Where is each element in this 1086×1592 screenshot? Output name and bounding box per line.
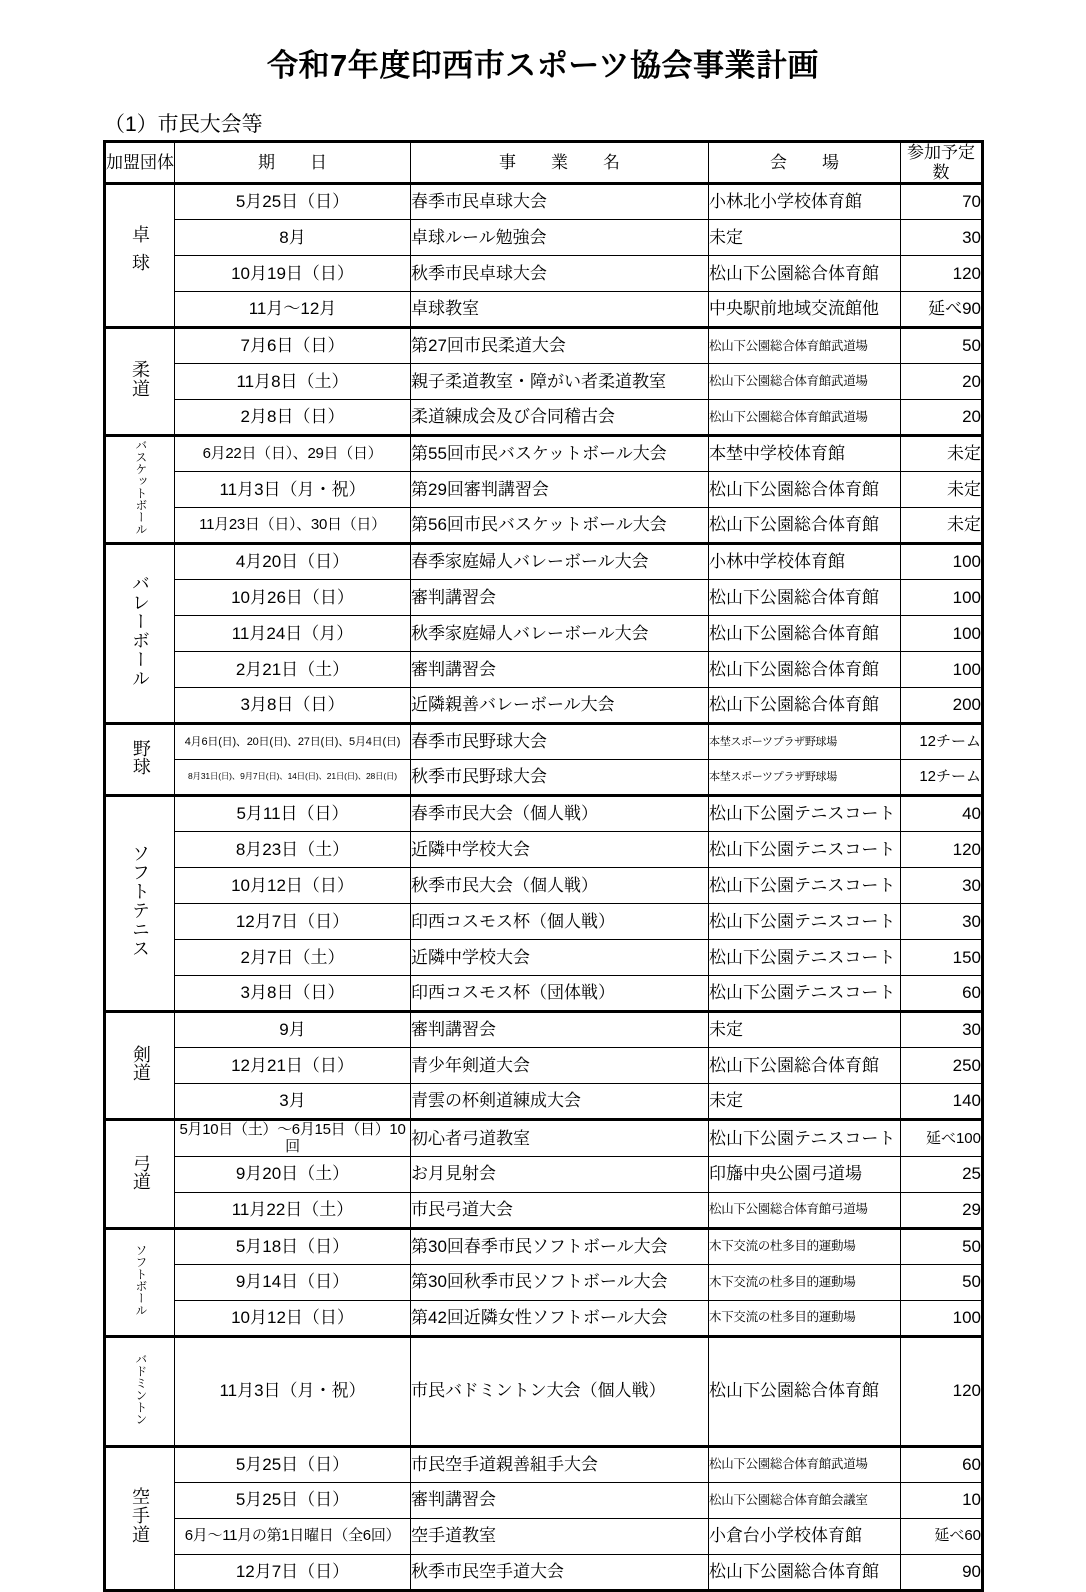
organization-cell	[105, 1120, 175, 1229]
event-name-cell: 秋季家庭婦人バレーボール大会	[411, 616, 709, 652]
event-name-cell: 第42回近隣女性ソフトボール大会	[411, 1300, 709, 1336]
date-cell: 11月3日（月・祝）	[175, 1336, 411, 1446]
table-row	[105, 292, 983, 328]
date-cell: 9月20日（土）	[175, 1156, 411, 1192]
table-row	[105, 1120, 983, 1157]
participants-cell: 200	[901, 688, 983, 724]
venue-cell: 小倉台小学校体育館	[709, 1518, 901, 1554]
event-name-cell: 審判講習会	[411, 1012, 709, 1048]
date-cell: 5月18日（日）	[175, 1228, 411, 1264]
participants-cell: 70	[901, 184, 983, 220]
table-row	[105, 1446, 983, 1482]
participants-cell: 40	[901, 796, 983, 832]
venue-cell: 松山下公園総合体育館武道場	[709, 400, 901, 436]
event-name-cell: 柔道練成会及び合同稽古会	[411, 400, 709, 436]
venue-cell: 未定	[709, 1084, 901, 1120]
date-cell: 4月20日（日）	[175, 544, 411, 580]
date-cell: 11月～12月	[175, 292, 411, 328]
event-name-cell: 春季家庭婦人バレーボール大会	[411, 544, 709, 580]
event-name-cell: 卓球ルール勉強会	[411, 220, 709, 256]
date-cell: 11月24日（月）	[175, 616, 411, 652]
table-row	[105, 688, 983, 724]
participants-cell: 100	[901, 616, 983, 652]
date-cell: 10月26日（日）	[175, 580, 411, 616]
header-row	[105, 142, 983, 184]
venue-cell: 松山下公園総合体育館	[709, 472, 901, 508]
participants-cell: 50	[901, 328, 983, 364]
table-row	[105, 1264, 983, 1300]
organization-cell	[105, 1336, 175, 1446]
event-name-cell: 春季市民卓球大会	[411, 184, 709, 220]
venue-cell: 本埜スポーツプラザ野球場	[709, 724, 901, 760]
table-row	[105, 1156, 983, 1192]
event-name-cell: 近隣中学校大会	[411, 832, 709, 868]
organization-label: バレーボール	[130, 574, 151, 689]
date-cell: 5月11日（日）	[175, 796, 411, 832]
event-name-cell: 近隣親善バレーボール大会	[411, 688, 709, 724]
venue-cell: 松山下公園総合体育館	[709, 688, 901, 724]
venue-cell: 松山下公園総合体育館武道場	[709, 328, 901, 364]
event-name-cell: 春季市民大会（個人戦）	[411, 796, 709, 832]
table-row	[105, 1336, 983, 1446]
venue-cell: 松山下公園総合体育館	[709, 1048, 901, 1084]
event-name-cell: 市民空手道親善組手大会	[411, 1446, 709, 1482]
organization-label: ソフトボール	[133, 1243, 148, 1316]
date-cell: 8月	[175, 220, 411, 256]
event-name-cell: 初心者弓道教室	[411, 1120, 709, 1157]
participants-cell: 未定	[901, 436, 983, 472]
date-cell: 5月10日（土）～6月15日（日）10回	[175, 1120, 411, 1157]
participants-cell: 120	[901, 832, 983, 868]
event-name-cell: 青少年剣道大会	[411, 1048, 709, 1084]
event-name-cell: 第27回市民柔道大会	[411, 328, 709, 364]
event-name-cell: 空手道教室	[411, 1518, 709, 1554]
participants-cell: 120	[901, 256, 983, 292]
date-cell: 3月	[175, 1084, 411, 1120]
event-name-cell: 第29回審判講習会	[411, 472, 709, 508]
table-row	[105, 184, 983, 220]
event-name-cell: 秋季市民野球大会	[411, 760, 709, 796]
table-row	[105, 904, 983, 940]
event-name-cell: 秋季市民大会（個人戦）	[411, 868, 709, 904]
column-header-venue: 会 場	[709, 142, 901, 184]
participants-cell: 20	[901, 400, 983, 436]
date-cell: 2月21日（土）	[175, 652, 411, 688]
event-name-cell: お月見射会	[411, 1156, 709, 1192]
table-row	[105, 832, 983, 868]
column-header-organization: 加盟団体	[105, 142, 175, 184]
participants-cell: 100	[901, 652, 983, 688]
column-header-date: 期 日	[175, 142, 411, 184]
venue-cell: 松山下公園総合体育館弓道場	[709, 1192, 901, 1228]
participants-cell: 60	[901, 976, 983, 1012]
date-cell: 11月22日（土）	[175, 1192, 411, 1228]
venue-cell: 本埜スポーツプラザ野球場	[709, 760, 901, 796]
table-row	[105, 1192, 983, 1228]
table-row	[105, 508, 983, 544]
venue-cell: 木下交流の杜多目的運動場	[709, 1264, 901, 1300]
event-name-cell: 第30回春季市民ソフトボール大会	[411, 1228, 709, 1264]
participants-cell: 25	[901, 1156, 983, 1192]
date-cell: 5月25日（日）	[175, 1446, 411, 1482]
participants-cell: 50	[901, 1228, 983, 1264]
table-header	[105, 142, 983, 184]
event-name-cell: 印西コスモス杯（個人戦）	[411, 904, 709, 940]
table-row	[105, 616, 983, 652]
participants-cell: 140	[901, 1084, 983, 1120]
venue-cell: 松山下公園総合体育館	[709, 652, 901, 688]
table-row	[105, 796, 983, 832]
date-cell: 5月25日（日）	[175, 184, 411, 220]
table-row	[105, 724, 983, 760]
participants-cell: 60	[901, 1446, 983, 1482]
participants-cell: 100	[901, 544, 983, 580]
participants-cell: 30	[901, 220, 983, 256]
participants-cell: 30	[901, 904, 983, 940]
organization-label: 弓道	[130, 1153, 151, 1190]
venue-cell: 松山下公園総合体育館	[709, 1336, 901, 1446]
venue-cell: 松山下公園テニスコート	[709, 832, 901, 868]
participants-cell: 50	[901, 1264, 983, 1300]
participants-cell: 100	[901, 1300, 983, 1336]
column-header-event: 事 業 名	[411, 142, 709, 184]
participants-cell: 30	[901, 868, 983, 904]
venue-cell: 松山下公園総合体育館会議室	[709, 1482, 901, 1518]
venue-cell: 松山下公園テニスコート	[709, 796, 901, 832]
date-cell: 11月23日（日）、30日（日）	[175, 508, 411, 544]
event-name-cell: 親子柔道教室・障がい者柔道教室	[411, 364, 709, 400]
date-cell: 2月7日（土）	[175, 940, 411, 976]
venue-cell: 木下交流の杜多目的運動場	[709, 1300, 901, 1336]
date-cell: 6月22日（日）、29日（日）	[175, 436, 411, 472]
section-title: （1）市民大会等	[104, 113, 263, 136]
organization-cell	[105, 436, 175, 544]
event-name-cell: 印西コスモス杯（団体戦）	[411, 976, 709, 1012]
event-name-cell: 秋季市民卓球大会	[411, 256, 709, 292]
table-row	[105, 1482, 983, 1518]
table-row	[105, 364, 983, 400]
date-cell: 9月	[175, 1012, 411, 1048]
date-cell: 12月21日（日）	[175, 1048, 411, 1084]
participants-cell: 12チーム	[901, 760, 983, 796]
table-row	[105, 1084, 983, 1120]
venue-cell: 未定	[709, 220, 901, 256]
date-cell: 3月8日（日）	[175, 976, 411, 1012]
event-name-cell: 審判講習会	[411, 652, 709, 688]
venue-cell: 松山下公園総合体育館武道場	[709, 364, 901, 400]
date-cell: 4月6日(日)、20日(日)、27日(日)、5月4日(日)	[175, 724, 411, 760]
participants-cell: 10	[901, 1482, 983, 1518]
organization-cell	[105, 724, 175, 796]
venue-cell: 本埜中学校体育館	[709, 436, 901, 472]
participants-cell: 延べ60	[901, 1518, 983, 1554]
venue-cell: 松山下公園テニスコート	[709, 1120, 901, 1157]
participants-cell: 250	[901, 1048, 983, 1084]
participants-cell: 150	[901, 940, 983, 976]
table-row	[105, 436, 983, 472]
business-plan-table	[103, 140, 984, 1592]
organization-label: バドミントン	[133, 1352, 148, 1425]
table-row	[105, 472, 983, 508]
organization-label: 空手道	[130, 1487, 151, 1545]
organization-label: ソフトテニス	[130, 844, 151, 959]
date-cell: 12月7日（日）	[175, 1554, 411, 1590]
venue-cell: 松山下公園総合体育館	[709, 508, 901, 544]
date-cell: 5月25日（日）	[175, 1482, 411, 1518]
event-name-cell: 市民弓道大会	[411, 1192, 709, 1228]
event-name-cell: 青雲の杯剣道練成大会	[411, 1084, 709, 1120]
organization-label: 卓球	[130, 225, 151, 282]
venue-cell: 松山下公園総合体育館	[709, 616, 901, 652]
event-name-cell: 秋季市民空手道大会	[411, 1554, 709, 1590]
participants-cell: 90	[901, 1554, 983, 1590]
table-row	[105, 940, 983, 976]
table-row	[105, 1300, 983, 1336]
venue-cell: 松山下公園テニスコート	[709, 976, 901, 1012]
date-cell: 11月8日（土）	[175, 364, 411, 400]
event-name-cell: 近隣中学校大会	[411, 940, 709, 976]
participants-cell: 未定	[901, 472, 983, 508]
page-title: 令和7年度印西市スポーツ協会事業計画	[267, 48, 819, 83]
table-row	[105, 328, 983, 364]
table-row	[105, 652, 983, 688]
date-cell: 10月12日（日）	[175, 868, 411, 904]
venue-cell: 松山下公園テニスコート	[709, 904, 901, 940]
table-row	[105, 976, 983, 1012]
table-row	[105, 1012, 983, 1048]
date-cell: 10月19日（日）	[175, 256, 411, 292]
organization-cell	[105, 1446, 175, 1590]
event-name-cell: 第30回秋季市民ソフトボール大会	[411, 1264, 709, 1300]
event-name-cell: 第56回市民バスケットボール大会	[411, 508, 709, 544]
organization-label: 野球	[130, 739, 151, 776]
column-header-participants: 参加予定数	[901, 142, 983, 184]
table-row	[105, 1554, 983, 1590]
venue-cell: 小林北小学校体育館	[709, 184, 901, 220]
venue-cell: 松山下公園総合体育館武道場	[709, 1446, 901, 1482]
date-cell: 7月6日（日）	[175, 328, 411, 364]
venue-cell: 松山下公園テニスコート	[709, 940, 901, 976]
organization-label: 柔道	[130, 360, 151, 399]
date-cell: 6月～11月の第1日曜日（全6回）	[175, 1518, 411, 1554]
participants-cell: 未定	[901, 508, 983, 544]
participants-cell: 100	[901, 580, 983, 616]
table-row	[105, 220, 983, 256]
table-row	[105, 1048, 983, 1084]
venue-cell: 松山下公園総合体育館	[709, 256, 901, 292]
table-row	[105, 1228, 983, 1264]
table-row	[105, 256, 983, 292]
table-row	[105, 400, 983, 436]
event-name-cell: 卓球教室	[411, 292, 709, 328]
date-cell: 12月7日（日）	[175, 904, 411, 940]
organization-cell	[105, 544, 175, 724]
event-name-cell: 審判講習会	[411, 1482, 709, 1518]
date-cell: 3月8日（日）	[175, 688, 411, 724]
event-name-cell: 審判講習会	[411, 580, 709, 616]
date-cell: 2月8日（日）	[175, 400, 411, 436]
organization-cell	[105, 796, 175, 1012]
table-body	[105, 184, 983, 1591]
organization-cell	[105, 184, 175, 328]
date-cell: 8月31日(日)、9月7日(日)、14日(日)、21日(日)、28日(日)	[175, 760, 411, 796]
venue-cell: 中央駅前地域交流館他	[709, 292, 901, 328]
date-cell: 9月14日（日）	[175, 1264, 411, 1300]
venue-cell: 小林中学校体育館	[709, 544, 901, 580]
event-name-cell: 第55回市民バスケットボール大会	[411, 436, 709, 472]
venue-cell: 木下交流の杜多目的運動場	[709, 1228, 901, 1264]
organization-label: 剣道	[130, 1045, 151, 1082]
event-name-cell: 春季市民野球大会	[411, 724, 709, 760]
venue-cell: 松山下公園テニスコート	[709, 868, 901, 904]
date-cell: 8月23日（土）	[175, 832, 411, 868]
table-row	[105, 868, 983, 904]
participants-cell: 12チーム	[901, 724, 983, 760]
organization-cell	[105, 328, 175, 436]
table-row	[105, 760, 983, 796]
participants-cell: 29	[901, 1192, 983, 1228]
table-row	[105, 544, 983, 580]
table-row	[105, 580, 983, 616]
venue-cell: 松山下公園総合体育館	[709, 1554, 901, 1590]
participants-cell: 延べ90	[901, 292, 983, 328]
participants-cell: 20	[901, 364, 983, 400]
organization-cell	[105, 1228, 175, 1336]
participants-cell: 30	[901, 1012, 983, 1048]
organization-cell	[105, 1012, 175, 1120]
participants-cell: 延べ100	[901, 1120, 983, 1157]
venue-cell: 松山下公園総合体育館	[709, 580, 901, 616]
participants-cell: 120	[901, 1336, 983, 1446]
date-cell: 10月12日（日）	[175, 1300, 411, 1336]
date-cell: 11月3日（月・祝）	[175, 472, 411, 508]
event-name-cell: 市民バドミントン大会（個人戦）	[411, 1336, 709, 1446]
table-row	[105, 1518, 983, 1554]
venue-cell: 印旛中央公園弓道場	[709, 1156, 901, 1192]
venue-cell: 未定	[709, 1012, 901, 1048]
organization-label: バスケットボール	[133, 439, 148, 536]
